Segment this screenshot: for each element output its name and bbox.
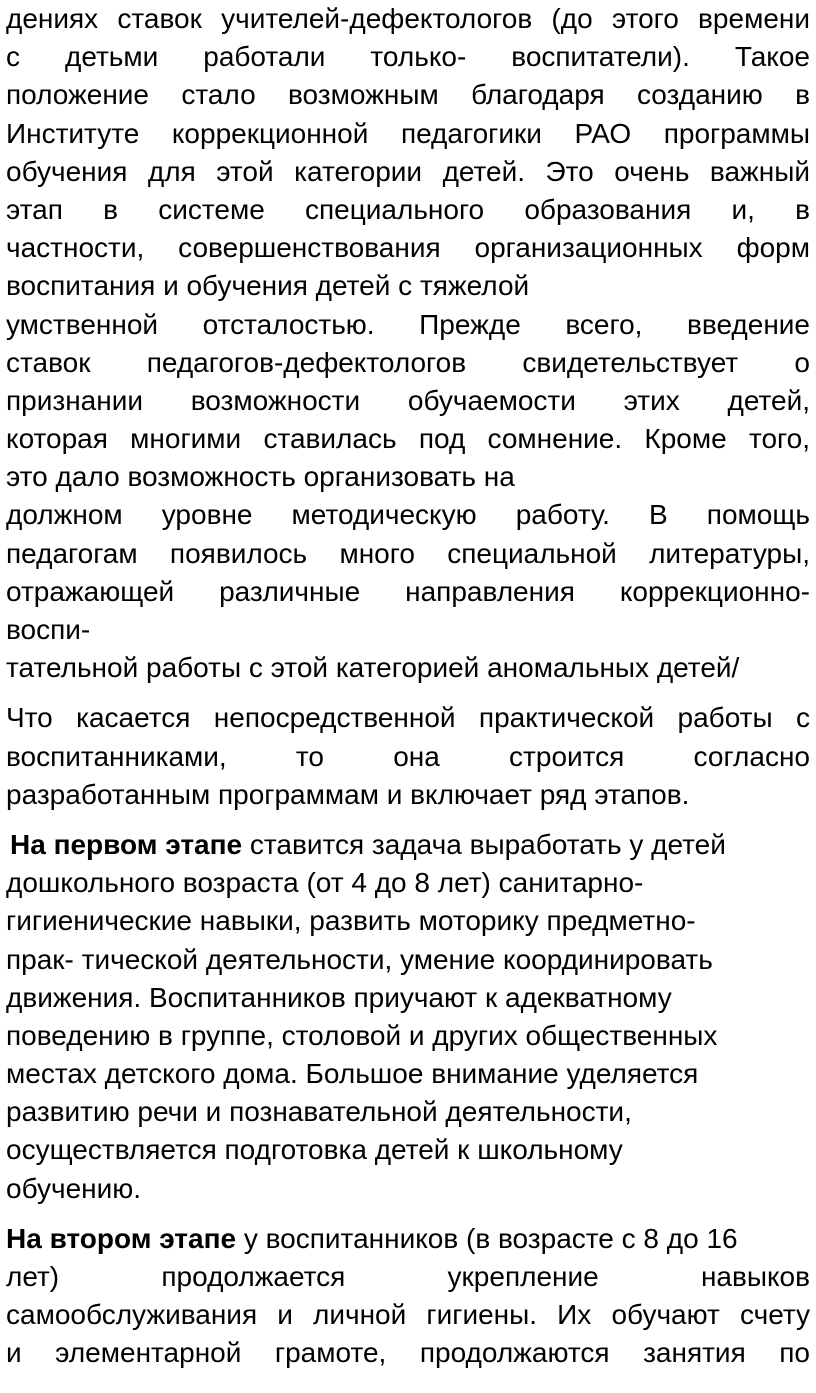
paragraph-4 xyxy=(6,1220,810,1373)
text-line: самообслуживания и личной гигиены. Их обучают счету xyxy=(6,1299,810,1331)
paragraph-spacer xyxy=(6,814,810,826)
text-line: умственной отсталостью. Прежде всего, введение xyxy=(6,308,810,340)
paragraph-1 xyxy=(6,0,810,687)
text-line: частности, совершенствования организационных форм xyxy=(6,232,810,264)
text-line: движения. Воспитанников приучают к адекватному xyxy=(6,981,672,1013)
paragraph-spacer xyxy=(6,687,810,699)
stage-heading: На первом этапе xyxy=(10,828,243,860)
text-line: дошкольного возраста (от 4 до 8 лет) санитарно- xyxy=(6,867,644,899)
text-line: разработанным программам и включает ряд этапов. xyxy=(6,778,690,810)
text-line: дениях ставок учителей-дефектологов (до этого времени xyxy=(6,3,810,34)
text-line: гигиенические навыки, развить моторику предметно- xyxy=(6,905,696,937)
text-line: осуществляется подготовка детей к школьному xyxy=(6,1134,623,1166)
text-line: обучения для этой категории детей. Это очень важный xyxy=(6,155,810,187)
text-run: у воспитанников (в возрасте с 8 до 16 xyxy=(236,1222,738,1254)
text-line: этап в системе специального образования и, в xyxy=(6,193,810,225)
text-line: отражающей различные направления коррекционно- xyxy=(6,575,810,607)
paragraph-spacer xyxy=(6,1208,810,1220)
text-line: педагогам появилось много специальной литературы, xyxy=(6,537,810,569)
text-line xyxy=(6,826,810,864)
text-line xyxy=(6,1220,810,1258)
text-line: обучению. xyxy=(6,1172,142,1204)
stage-heading: На втором этапе xyxy=(6,1222,237,1254)
text-line: прак- тической деятельности, умение координировать xyxy=(6,943,713,975)
text-line: Что касается непосредственной практической работы с xyxy=(6,702,810,734)
paragraph-2 xyxy=(6,699,810,814)
text-line: Институте коррекционной педагогики РАО программы xyxy=(6,117,810,149)
text-line: признании возможности обучаемости этих детей, xyxy=(6,384,810,416)
text-line: ставок педагогов-дефектологов свидетельствует о xyxy=(6,346,810,378)
text-line: воспитанниками, то она строится согласно xyxy=(6,740,810,772)
text-line: развитию речи и познавательной деятельности, xyxy=(6,1096,632,1128)
text-line: воспитания и обучения детей с тяжелой xyxy=(6,270,530,302)
text-line: воспи- xyxy=(6,614,91,645)
text-line: и элементарной грамоте, продолжаются занятия по xyxy=(6,1337,810,1369)
text-line: которая многими ставилась под сомнение. Кроме того, xyxy=(6,423,810,455)
text-line: положение стало возможным благодаря созданию в xyxy=(6,79,810,111)
text-line: с детьми работали только- воспитатели). Такое xyxy=(6,41,810,73)
text-run: ставится задача выработать у детей xyxy=(242,828,726,860)
text-line: тательной работы с этой категорией аномальных детей/ xyxy=(6,652,740,684)
text-line: лет) продолжается укрепление навыков xyxy=(6,1261,810,1292)
paragraph-3 xyxy=(6,826,810,1208)
text-line: это дало возможность организовать на xyxy=(6,461,515,493)
text-line: местах детского дома. Большое внимание уделяется xyxy=(6,1058,699,1090)
text-line: должном уровне методическую работу. В помощь xyxy=(6,499,810,531)
text-line: поведению в группе, столовой и других общественных xyxy=(6,1019,718,1051)
